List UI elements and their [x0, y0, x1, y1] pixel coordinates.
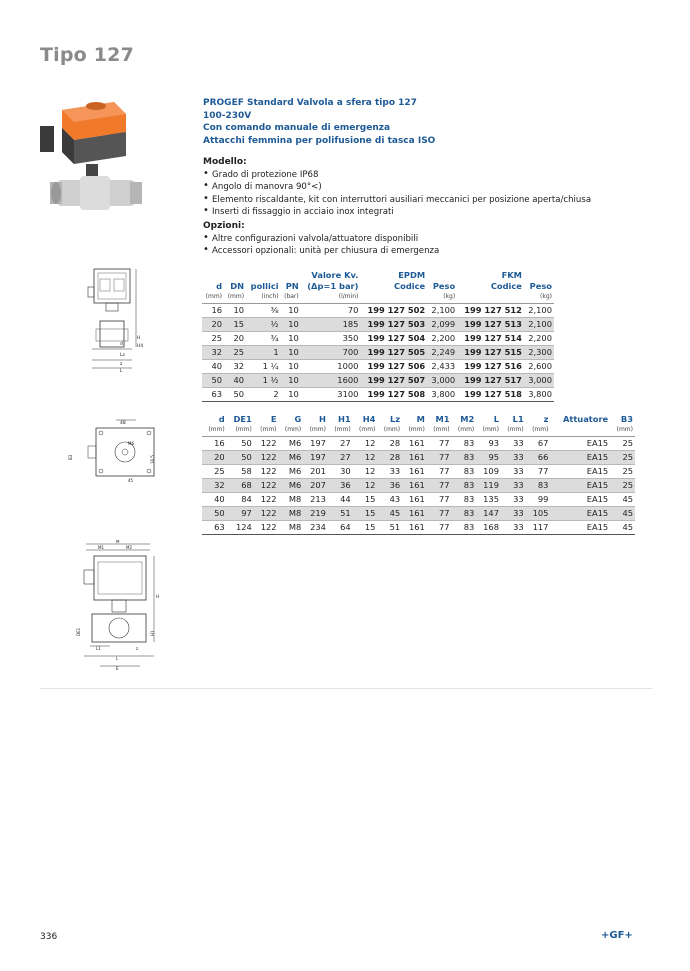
table-cell: 3,000 — [427, 374, 457, 388]
table-cell: 3,000 — [524, 374, 554, 388]
list-item: • Grado di protezione IP68 — [203, 169, 591, 181]
table-cell: 161 — [402, 451, 427, 465]
dimension-drawing-side — [84, 265, 144, 373]
table-cell: 83 — [452, 465, 477, 479]
table-cell — [550, 425, 610, 437]
table-cell: 77 — [427, 493, 452, 507]
table-cell: 77 — [427, 521, 452, 535]
table-cell: 77 — [427, 507, 452, 521]
dim-label: M1 — [98, 545, 104, 550]
table-cell: EA15 — [550, 521, 610, 535]
dimensions-table — [202, 414, 635, 535]
dim-label: 16.5 — [150, 455, 155, 464]
table-cell: (bar) — [281, 292, 301, 304]
table-cell: M8 — [279, 521, 304, 535]
table-cell: 161 — [402, 507, 427, 521]
table-cell: 2,100 — [524, 318, 554, 332]
table-cell: 83 — [452, 507, 477, 521]
table-cell: 12 — [353, 479, 378, 493]
table-cell: 77 — [427, 451, 452, 465]
col-header-peso-fkm: Peso — [529, 281, 552, 291]
column-header: L — [493, 414, 499, 424]
table-cell: 197 — [303, 437, 328, 451]
list-item: • Angolo di manovra 90°<) — [203, 181, 591, 193]
column-header: M2 — [460, 414, 475, 424]
table-cell: 25 — [610, 465, 635, 479]
table-cell: 30 — [328, 465, 353, 479]
table-row — [202, 507, 635, 521]
table-cell: 25 — [610, 437, 635, 451]
table-cell: 68 — [227, 479, 254, 493]
table-cell: 12 — [353, 465, 378, 479]
table-cell: 40 — [202, 360, 224, 374]
column-header: d — [218, 414, 225, 424]
table-cell: (mm) — [610, 425, 635, 437]
table-cell: (mm) — [476, 425, 501, 437]
table-cell: 16 — [202, 437, 227, 451]
table-cell: 2,099 — [427, 318, 457, 332]
dim-label: M6 — [128, 441, 134, 446]
table-cell: 77 — [526, 465, 551, 479]
dim-label: M2 — [126, 545, 132, 550]
table-cell: 207 — [303, 479, 328, 493]
table-cell: 99 — [526, 493, 551, 507]
table-cell: 12 — [353, 451, 378, 465]
table-cell: (mm) — [452, 425, 477, 437]
table-cell: EA15 — [550, 465, 610, 479]
table-row — [202, 521, 635, 535]
table-cell: 50 — [227, 451, 254, 465]
column-header: H — [319, 414, 326, 424]
table-row — [202, 437, 635, 451]
table-cell: ¾ — [246, 332, 281, 346]
table-cell: 105 — [526, 507, 551, 521]
table-cell: (mm) — [402, 425, 427, 437]
table-cell: 33 — [501, 507, 526, 521]
table-row — [202, 332, 554, 346]
table-cell: 10 — [281, 360, 301, 374]
column-header: Lz — [390, 414, 401, 424]
table-cell: 2,433 — [427, 360, 457, 374]
table-cell: 97 — [227, 507, 254, 521]
table-cell: 83 — [452, 493, 477, 507]
table-cell: EA15 — [550, 451, 610, 465]
col-header-dn: DN — [230, 281, 245, 291]
table-cell: 1 ½ — [246, 374, 281, 388]
table-cell: 28 — [377, 437, 402, 451]
table-cell: 199 127 513 — [457, 318, 524, 332]
table-cell: (mm) — [224, 292, 246, 304]
table-cell: 161 — [402, 479, 427, 493]
table-cell: (mm) — [202, 292, 224, 304]
column-header: DE1 — [233, 414, 252, 424]
table-cell: 15 — [353, 507, 378, 521]
table-cell: 45 — [610, 507, 635, 521]
table-cell: 32 — [224, 360, 246, 374]
table-cell: 10 — [281, 304, 301, 318]
table-cell: 32 — [202, 346, 224, 360]
dim-label: z — [136, 646, 139, 651]
dim-label: L — [116, 656, 119, 661]
table-cell: M8 — [279, 507, 304, 521]
table-cell: M6 — [279, 465, 304, 479]
dim-label: H4 — [137, 344, 144, 349]
table-cell: 83 — [526, 479, 551, 493]
table-cell: 50 — [224, 388, 246, 402]
table-cell: 2,249 — [427, 346, 457, 360]
table-cell: 161 — [402, 493, 427, 507]
codes-table — [202, 270, 554, 402]
table-cell: 3,800 — [524, 388, 554, 402]
table-cell: 64 — [328, 521, 353, 535]
table-cell: 27 — [328, 451, 353, 465]
options-label: Opzioni: — [203, 221, 245, 231]
col-header-d: d — [216, 281, 223, 291]
dim-label: z — [120, 362, 123, 367]
table-cell: 33 — [501, 521, 526, 535]
table-cell: 122 — [254, 493, 279, 507]
table-cell: 122 — [254, 521, 279, 535]
header-line: Attacchi femmina per polifusione di tasca ISO — [203, 135, 436, 146]
table-cell: 33 — [501, 437, 526, 451]
table-cell: 40 — [202, 493, 227, 507]
table-cell: 1 ¼ — [246, 360, 281, 374]
table-cell: 63 — [202, 521, 227, 535]
table-cell: 50 — [202, 374, 224, 388]
table-cell — [457, 292, 524, 304]
dim-label: L1 — [96, 646, 101, 651]
table-row — [202, 479, 635, 493]
table-cell: 45 — [610, 493, 635, 507]
table-cell: 33 — [501, 465, 526, 479]
table-cell: 199 127 515 — [457, 346, 524, 360]
dim-label: 48 — [120, 421, 126, 426]
table-cell: 77 — [427, 465, 452, 479]
product-header — [203, 97, 633, 147]
table-cell: 122 — [254, 465, 279, 479]
table-cell: 45 — [610, 521, 635, 535]
dim-label: Lz — [120, 353, 125, 358]
table-row — [202, 346, 554, 360]
table-cell: 124 — [227, 521, 254, 535]
table-cell: 2,100 — [524, 304, 554, 318]
table-cell: 2 — [246, 388, 281, 402]
options-list — [203, 233, 439, 258]
table-cell: 36 — [328, 479, 353, 493]
table-cell: 1 — [246, 346, 281, 360]
table-cell: 122 — [254, 451, 279, 465]
table-cell: 161 — [402, 465, 427, 479]
table-cell: 109 — [476, 465, 501, 479]
table-cell: 83 — [452, 479, 477, 493]
table-cell: 84 — [227, 493, 254, 507]
table-cell: 199 127 507 — [360, 374, 427, 388]
table-cell: 45 — [377, 507, 402, 521]
table-cell: 700 — [301, 346, 361, 360]
table-cell: 122 — [254, 507, 279, 521]
table-cell: 25 — [224, 346, 246, 360]
table-cell: 3100 — [301, 388, 361, 402]
table-cell: 213 — [303, 493, 328, 507]
table-cell: 2,100 — [427, 304, 457, 318]
table-cell: 2,200 — [427, 332, 457, 346]
table-cell: (mm) — [427, 425, 452, 437]
table-cell: 201 — [303, 465, 328, 479]
table-cell: 25 — [202, 332, 224, 346]
table-cell: 2,200 — [524, 332, 554, 346]
list-item: • Accessori opzionali: unità per chiusura di emergenza — [203, 245, 439, 257]
table-cell: 122 — [254, 437, 279, 451]
table-cell: (mm) — [328, 425, 353, 437]
table-cell: 10 — [281, 318, 301, 332]
column-header: B3 — [620, 414, 633, 424]
table-cell: 20 — [224, 332, 246, 346]
table-cell: 83 — [452, 451, 477, 465]
table-cell: 119 — [476, 479, 501, 493]
table-row — [202, 388, 554, 402]
table-cell: 15 — [224, 318, 246, 332]
gf-logo: +GF+ — [601, 930, 633, 941]
column-header: H1 — [337, 414, 351, 424]
table-cell: 15 — [353, 493, 378, 507]
dim-label: E — [116, 666, 119, 671]
table-cell: (mm) — [227, 425, 254, 437]
valve-actuator-image — [36, 92, 181, 242]
table-cell: 10 — [281, 374, 301, 388]
table-row — [202, 451, 635, 465]
table-cell: 135 — [476, 493, 501, 507]
table-cell: 83 — [452, 437, 477, 451]
table-cell: 51 — [328, 507, 353, 521]
table-cell: 10 — [281, 346, 301, 360]
page-number: 336 — [40, 932, 58, 942]
table-cell: 44 — [328, 493, 353, 507]
model-label: Modello: — [203, 157, 247, 167]
table-cell: 185 — [301, 318, 361, 332]
column-header: Attuatore — [562, 414, 609, 424]
table-cell: ⅜ — [246, 304, 281, 318]
table-cell: 33 — [501, 493, 526, 507]
table-cell: 25 — [610, 479, 635, 493]
table-cell: 199 127 506 — [360, 360, 427, 374]
header-line: Con comando manuale di emergenza — [203, 123, 391, 133]
table-cell: 15 — [353, 521, 378, 535]
model-list — [203, 169, 591, 219]
table-cell: 50 — [227, 437, 254, 451]
table-cell: (inch) — [246, 292, 281, 304]
table-cell: 199 127 516 — [457, 360, 524, 374]
table-cell: 199 127 514 — [457, 332, 524, 346]
table-row — [202, 318, 554, 332]
table-cell: 147 — [476, 507, 501, 521]
col-header-fkm: FKM Codice — [490, 270, 522, 291]
table-cell: 117 — [526, 521, 551, 535]
column-header: L1 — [512, 414, 524, 424]
dim-label: DE1 — [76, 627, 81, 636]
page-title: Tipo 127 — [40, 44, 135, 66]
column-header: H4 — [362, 414, 376, 424]
table-cell: (mm) — [202, 425, 227, 437]
list-item: • Elemento riscaldante, kit con interruttori ausiliari meccanici per posizione aperta/chiusa — [203, 194, 591, 206]
table-cell: 77 — [427, 479, 452, 493]
dim-label: B3 — [68, 454, 73, 460]
table-cell: 199 127 505 — [360, 346, 427, 360]
table-cell: M6 — [279, 437, 304, 451]
table-cell: 1000 — [301, 360, 361, 374]
table-cell: M6 — [279, 479, 304, 493]
table-cell: 66 — [526, 451, 551, 465]
table-cell: 2,600 — [524, 360, 554, 374]
dim-label: H — [137, 336, 141, 341]
table-cell: 33 — [377, 465, 402, 479]
dim-label: 45 — [128, 478, 134, 483]
table-cell: 20 — [202, 451, 227, 465]
col-header-epdm: EPDM Codice — [394, 270, 426, 291]
table-cell: M8 — [279, 493, 304, 507]
table-row — [202, 465, 635, 479]
table-cell: 168 — [476, 521, 501, 535]
table-cell: 10 — [224, 304, 246, 318]
table-cell: 10 — [281, 388, 301, 402]
table-cell: EA15 — [550, 437, 610, 451]
table-cell: 32 — [202, 479, 227, 493]
table-cell: 36 — [377, 479, 402, 493]
table-cell: 28 — [377, 451, 402, 465]
table-cell: (l/min) — [301, 292, 361, 304]
table-cell: (mm) — [501, 425, 526, 437]
table-cell: 67 — [526, 437, 551, 451]
table-cell: 27 — [328, 437, 353, 451]
table-cell: 93 — [476, 437, 501, 451]
table-cell: 3,800 — [427, 388, 457, 402]
table-cell: (mm) — [377, 425, 402, 437]
table-cell: 12 — [353, 437, 378, 451]
table-cell: (mm) — [303, 425, 328, 437]
col-header-peso-epdm: Peso — [432, 281, 456, 291]
table-cell: 199 127 518 — [457, 388, 524, 402]
table-cell: 95 — [476, 451, 501, 465]
table-cell: 16 — [202, 304, 224, 318]
table-cell: ½ — [246, 318, 281, 332]
table-cell: 50 — [202, 507, 227, 521]
table-cell: 63 — [202, 388, 224, 402]
table-row — [202, 374, 554, 388]
list-item: • Altre configurazioni valvola/attuatore disponibili — [203, 233, 439, 245]
table-cell: (kg) — [427, 292, 457, 304]
col-header-pollici: pollici — [250, 281, 279, 291]
dimension-drawing-front — [70, 540, 162, 672]
table-row — [202, 360, 554, 374]
table-cell: 122 — [254, 479, 279, 493]
table-cell: 199 127 502 — [360, 304, 427, 318]
footer-rule — [40, 688, 652, 689]
table-cell: 70 — [301, 304, 361, 318]
table-cell: (mm) — [526, 425, 551, 437]
table-cell: 350 — [301, 332, 361, 346]
table-cell: 197 — [303, 451, 328, 465]
col-header-kv: Valore Kv. (Δp=1 bar) — [307, 270, 359, 291]
table-cell: 199 127 517 — [457, 374, 524, 388]
table-cell: 83 — [452, 521, 477, 535]
column-header: M — [416, 414, 425, 424]
table-cell: M6 — [279, 451, 304, 465]
table-cell: 20 — [202, 318, 224, 332]
table-cell: 40 — [224, 374, 246, 388]
dim-label: M — [116, 540, 120, 544]
table-cell: 199 127 503 — [360, 318, 427, 332]
connector-left — [40, 126, 54, 152]
column-header: G — [294, 414, 302, 424]
table-cell: EA15 — [550, 493, 610, 507]
table-cell: (kg) — [524, 292, 554, 304]
column-header: E — [270, 414, 277, 424]
table-cell: 199 127 512 — [457, 304, 524, 318]
table-row — [202, 304, 554, 318]
table-cell: EA15 — [550, 507, 610, 521]
table-cell: 25 — [610, 451, 635, 465]
table-cell: 43 — [377, 493, 402, 507]
table-cell: 25 — [202, 465, 227, 479]
column-header: M1 — [435, 414, 450, 424]
column-header: z — [543, 414, 549, 424]
table-cell: (mm) — [254, 425, 279, 437]
list-item: • Inserti di fissaggio in acciaio inox integrati — [203, 206, 591, 218]
table-cell: 199 127 508 — [360, 388, 427, 402]
table-cell: 199 127 504 — [360, 332, 427, 346]
table-cell: 51 — [377, 521, 402, 535]
dimension-drawing-top — [66, 418, 162, 486]
dim-label: H1 — [150, 630, 155, 636]
table-cell: EA15 — [550, 479, 610, 493]
table-cell: (mm) — [353, 425, 378, 437]
table-cell: 219 — [303, 507, 328, 521]
dim-label: d — [120, 342, 123, 347]
table-cell: 33 — [501, 451, 526, 465]
col-header-pn: PN — [285, 281, 299, 291]
table-cell: 2,300 — [524, 346, 554, 360]
table-cell: (mm) — [279, 425, 304, 437]
table-cell: 10 — [281, 332, 301, 346]
dim-label: H — [156, 595, 160, 600]
header-line: PROGEF Standard Valvola a sfera tipo 127 — [203, 98, 417, 108]
table-cell: 1600 — [301, 374, 361, 388]
table-row — [202, 493, 635, 507]
table-cell: 33 — [501, 479, 526, 493]
table-cell: 234 — [303, 521, 328, 535]
table-cell — [360, 292, 427, 304]
dim-label: L — [120, 369, 123, 373]
table-cell: 58 — [227, 465, 254, 479]
table-cell: 161 — [402, 521, 427, 535]
table-cell: 161 — [402, 437, 427, 451]
table-cell: 77 — [427, 437, 452, 451]
header-line: 100-230V — [203, 110, 252, 121]
